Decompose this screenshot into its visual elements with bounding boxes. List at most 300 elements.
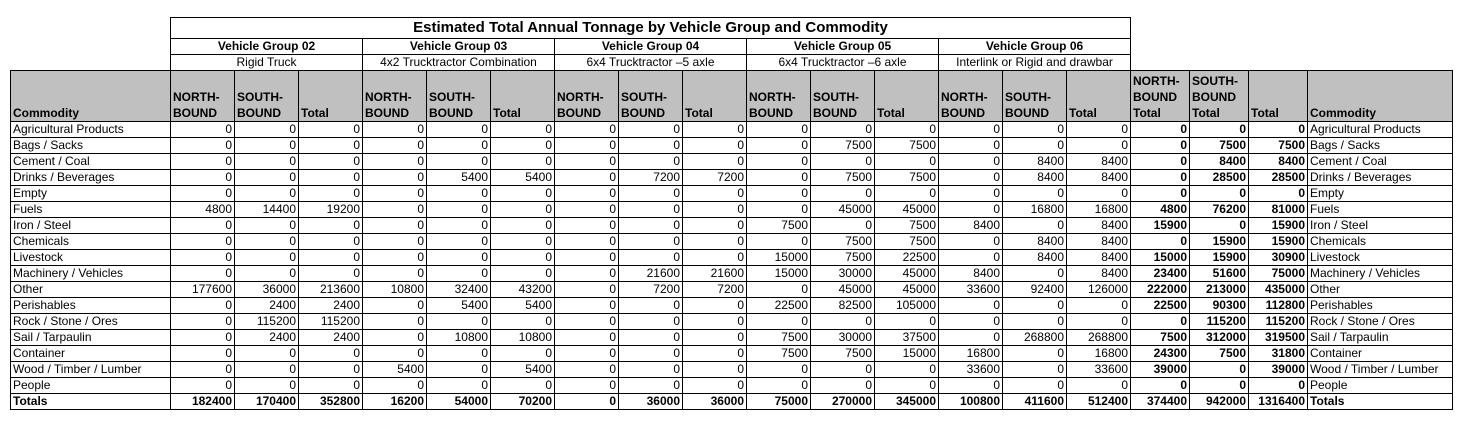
value-cell: 0 (1003, 218, 1067, 234)
value-cell: 0 (683, 250, 747, 266)
group-name: Vehicle Group 05 (747, 39, 939, 55)
value-cell: 0 (1003, 122, 1067, 138)
value-cell: 0 (1249, 186, 1308, 202)
group-type: Rigid Truck (171, 55, 363, 71)
value-cell: 0 (1131, 186, 1190, 202)
value-cell: 0 (875, 122, 939, 138)
value-cell: 0 (299, 234, 363, 250)
value-cell: 0 (363, 378, 427, 394)
value-cell: 19200 (299, 202, 363, 218)
northbound-header: NORTH-BOUND (939, 71, 1003, 122)
value-cell: 0 (683, 154, 747, 170)
value-cell: 0 (1190, 378, 1249, 394)
value-cell: 0 (1067, 314, 1131, 330)
northbound-header: NORTH-BOUND (747, 71, 811, 122)
value-cell: 75000 (1249, 266, 1308, 282)
value-cell: 33600 (1067, 362, 1131, 378)
value-cell: 10800 (363, 282, 427, 298)
value-cell: 0 (1067, 186, 1131, 202)
value-cell: 45000 (875, 266, 939, 282)
total-header: Total (491, 71, 555, 122)
value-cell: 0 (683, 346, 747, 362)
value-cell: 0 (1067, 122, 1131, 138)
value-cell: 4800 (1131, 202, 1190, 218)
value-cell: 5400 (427, 298, 491, 314)
value-cell: 0 (747, 378, 811, 394)
value-cell: 100800 (939, 394, 1003, 410)
value-cell: 0 (683, 234, 747, 250)
value-cell: 0 (235, 138, 299, 154)
value-cell: 435000 (1249, 282, 1308, 298)
value-cell: 0 (299, 170, 363, 186)
value-cell: 22500 (1131, 298, 1190, 314)
value-cell: 0 (555, 250, 619, 266)
value-cell: 374400 (1131, 394, 1190, 410)
value-cell: 105000 (875, 298, 939, 314)
value-cell: 0 (683, 218, 747, 234)
value-cell: 7500 (811, 138, 875, 154)
value-cell: 0 (235, 346, 299, 362)
value-cell: 0 (427, 378, 491, 394)
value-cell: 54000 (427, 394, 491, 410)
value-cell: 0 (1131, 154, 1190, 170)
value-cell: 8400 (1003, 234, 1067, 250)
commodity-cell: Machinery / Vehicles (11, 266, 171, 282)
value-cell: 0 (1003, 266, 1067, 282)
value-cell: 0 (299, 362, 363, 378)
value-cell: 7500 (1190, 138, 1249, 154)
table-row (11, 282, 1453, 298)
value-cell: 0 (299, 250, 363, 266)
value-cell: 0 (555, 298, 619, 314)
value-cell: 0 (363, 218, 427, 234)
value-cell: 0 (683, 202, 747, 218)
value-cell: 36000 (235, 282, 299, 298)
value-cell: 0 (555, 314, 619, 330)
value-cell: 0 (491, 186, 555, 202)
value-cell: 352800 (299, 394, 363, 410)
value-cell: 0 (747, 202, 811, 218)
group-name: Vehicle Group 04 (555, 39, 747, 55)
northbound-header: NORTH-BOUND (555, 71, 619, 122)
table-row (11, 138, 1453, 154)
totals-row (11, 394, 1453, 410)
value-cell: 45000 (875, 202, 939, 218)
commodity-cell: Perishables (11, 298, 171, 314)
value-cell: 0 (747, 122, 811, 138)
table-row (11, 378, 1453, 394)
value-cell: 0 (555, 202, 619, 218)
group-type: 4x2 Trucktractor Combination (363, 55, 555, 71)
value-cell: 0 (939, 378, 1003, 394)
northbound-header: NORTH-BOUND (363, 71, 427, 122)
value-cell: 5400 (491, 298, 555, 314)
value-cell: 0 (555, 138, 619, 154)
table-row (11, 186, 1453, 202)
value-cell: 0 (1190, 362, 1249, 378)
commodity-cell-right: Other (1308, 282, 1453, 298)
value-cell: 7500 (1131, 330, 1190, 346)
value-cell: 15900 (1190, 250, 1249, 266)
value-cell: 0 (299, 154, 363, 170)
value-cell: 0 (1131, 378, 1190, 394)
southbound-header: SOUTH-BOUND (427, 71, 491, 122)
value-cell: 75000 (747, 394, 811, 410)
value-cell: 170400 (235, 394, 299, 410)
value-cell: 8400 (1067, 250, 1131, 266)
value-cell: 0 (619, 330, 683, 346)
table-row (11, 250, 1453, 266)
value-cell: 0 (555, 346, 619, 362)
group-type: Interlink or Rigid and drawbar (939, 55, 1131, 71)
value-cell: 7500 (811, 346, 875, 362)
value-cell: 5400 (491, 362, 555, 378)
value-cell: 45000 (875, 282, 939, 298)
value-cell: 8400 (1003, 250, 1067, 266)
value-cell: 0 (619, 122, 683, 138)
commodity-cell: Wood / Timber / Lumber (11, 362, 171, 378)
value-cell: 0 (683, 314, 747, 330)
value-cell: 0 (1131, 170, 1190, 186)
value-cell: 0 (299, 346, 363, 362)
value-cell: 0 (875, 154, 939, 170)
value-cell: 0 (555, 282, 619, 298)
value-cell: 0 (171, 122, 235, 138)
value-cell: 8400 (1067, 234, 1131, 250)
value-cell: 0 (1131, 314, 1190, 330)
table-title: Estimated Total Annual Tonnage by Vehicle Group and Commodity (171, 18, 1131, 39)
value-cell: 0 (811, 154, 875, 170)
value-cell: 0 (235, 234, 299, 250)
value-cell: 0 (683, 378, 747, 394)
value-cell: 0 (939, 298, 1003, 314)
value-cell: 16800 (1003, 202, 1067, 218)
value-cell: 0 (491, 250, 555, 266)
commodity-cell: Sail / Tarpaulin (11, 330, 171, 346)
value-cell: 8400 (1067, 170, 1131, 186)
value-cell: 115200 (1249, 314, 1308, 330)
value-cell: 0 (939, 202, 1003, 218)
value-cell: 7500 (747, 346, 811, 362)
value-cell: 0 (491, 314, 555, 330)
value-cell: 0 (363, 138, 427, 154)
value-cell: 0 (1067, 378, 1131, 394)
commodity-cell-right: Cement / Coal (1308, 154, 1453, 170)
commodity-cell: Agricultural Products (11, 122, 171, 138)
value-cell: 0 (747, 154, 811, 170)
value-cell: 0 (939, 250, 1003, 266)
value-cell: 45000 (811, 202, 875, 218)
value-cell: 30000 (811, 330, 875, 346)
value-cell: 70200 (491, 394, 555, 410)
value-cell: 7500 (811, 170, 875, 186)
value-cell: 0 (619, 138, 683, 154)
table-row (11, 122, 1453, 138)
value-cell: 0 (299, 138, 363, 154)
value-cell: 0 (1003, 314, 1067, 330)
value-cell: 0 (363, 314, 427, 330)
value-cell: 0 (299, 378, 363, 394)
southbound-header: SOUTH-BOUND (1003, 71, 1067, 122)
column-header-row (11, 71, 1453, 122)
table-row (11, 202, 1453, 218)
value-cell: 115200 (299, 314, 363, 330)
value-cell: 0 (1131, 138, 1190, 154)
value-cell: 411600 (1003, 394, 1067, 410)
value-cell: 5400 (363, 362, 427, 378)
southbound-header: SOUTH-BOUND (619, 71, 683, 122)
value-cell: 0 (299, 122, 363, 138)
value-cell: 0 (363, 346, 427, 362)
value-cell: 0 (235, 250, 299, 266)
value-cell: 15000 (875, 346, 939, 362)
value-cell: 0 (875, 378, 939, 394)
value-cell: 0 (171, 234, 235, 250)
value-cell: 0 (299, 186, 363, 202)
value-cell: 0 (491, 346, 555, 362)
value-cell: 0 (363, 170, 427, 186)
value-cell: 0 (555, 378, 619, 394)
value-cell: 0 (427, 186, 491, 202)
value-cell: 0 (747, 170, 811, 186)
value-cell: 0 (235, 266, 299, 282)
value-cell: 8400 (939, 218, 1003, 234)
value-cell: 0 (1003, 362, 1067, 378)
value-cell: 0 (1003, 186, 1067, 202)
value-cell: 0 (1249, 122, 1308, 138)
value-cell: 10800 (427, 330, 491, 346)
value-cell: 7200 (683, 282, 747, 298)
value-cell: 16200 (363, 394, 427, 410)
value-cell: 0 (683, 330, 747, 346)
value-cell: 0 (1003, 298, 1067, 314)
value-cell: 0 (683, 138, 747, 154)
value-cell: 0 (619, 234, 683, 250)
value-cell: 0 (171, 298, 235, 314)
commodity-cell: Container (11, 346, 171, 362)
commodity-header-right: Commodity (1308, 71, 1453, 122)
value-cell: 0 (619, 202, 683, 218)
value-cell: 30900 (1249, 250, 1308, 266)
value-cell: 0 (619, 298, 683, 314)
value-cell: 2400 (235, 330, 299, 346)
value-cell: 15900 (1131, 218, 1190, 234)
commodity-cell-right: Bags / Sacks (1308, 138, 1453, 154)
value-cell: 0 (171, 154, 235, 170)
value-cell: 222000 (1131, 282, 1190, 298)
total-header: Total (1067, 71, 1131, 122)
value-cell: 30000 (811, 266, 875, 282)
value-cell: 0 (1131, 122, 1190, 138)
value-cell: 268800 (1003, 330, 1067, 346)
value-cell: 0 (747, 186, 811, 202)
value-cell: 32400 (427, 282, 491, 298)
value-cell: 0 (235, 362, 299, 378)
table-row (11, 314, 1453, 330)
value-cell: 2400 (299, 330, 363, 346)
value-cell: 0 (171, 250, 235, 266)
value-cell: 8400 (939, 266, 1003, 282)
value-cell: 0 (235, 218, 299, 234)
value-cell: 0 (363, 122, 427, 138)
group-type: 6x4 Trucktractor –6 axle (747, 55, 939, 71)
value-cell: 0 (491, 234, 555, 250)
commodity-header: Commodity (11, 71, 171, 122)
value-cell: 0 (875, 186, 939, 202)
value-cell: 312000 (1190, 330, 1249, 346)
value-cell: 2400 (235, 298, 299, 314)
value-cell: 0 (491, 138, 555, 154)
value-cell: 8400 (1190, 154, 1249, 170)
value-cell: 213000 (1190, 282, 1249, 298)
value-cell: 7500 (1190, 346, 1249, 362)
southbound-header: SOUTH-BOUND (235, 71, 299, 122)
commodity-cell-right: Chemicals (1308, 234, 1453, 250)
value-cell: 7500 (875, 138, 939, 154)
value-cell: 5400 (427, 170, 491, 186)
commodity-cell-right: Totals (1308, 394, 1453, 410)
value-cell: 0 (299, 218, 363, 234)
commodity-cell: Bags / Sacks (11, 138, 171, 154)
tonnage-table (10, 17, 1453, 410)
commodity-cell-right: Perishables (1308, 298, 1453, 314)
table-row (11, 362, 1453, 378)
total-header: Total (875, 71, 939, 122)
commodity-cell-right: Iron / Steel (1308, 218, 1453, 234)
value-cell: 4800 (171, 202, 235, 218)
value-cell: 24300 (1131, 346, 1190, 362)
value-cell: 0 (491, 122, 555, 138)
value-cell: 0 (811, 122, 875, 138)
value-cell: 7500 (875, 218, 939, 234)
commodity-cell-right: Machinery / Vehicles (1308, 266, 1453, 282)
value-cell: 0 (555, 330, 619, 346)
commodity-cell-right: Sail / Tarpaulin (1308, 330, 1453, 346)
value-cell: 7200 (683, 170, 747, 186)
value-cell: 0 (171, 346, 235, 362)
commodity-cell-right: Livestock (1308, 250, 1453, 266)
commodity-cell-right: Rock / Stone / Ores (1308, 314, 1453, 330)
value-cell: 0 (1003, 138, 1067, 154)
commodity-cell: Cement / Coal (11, 154, 171, 170)
value-cell: 0 (171, 266, 235, 282)
table-row (11, 330, 1453, 346)
value-cell: 0 (747, 362, 811, 378)
value-cell: 7200 (619, 282, 683, 298)
commodity-cell: Other (11, 282, 171, 298)
value-cell: 7200 (619, 170, 683, 186)
value-cell: 21600 (683, 266, 747, 282)
value-cell: 0 (427, 154, 491, 170)
table-row (11, 346, 1453, 362)
value-cell: 0 (171, 218, 235, 234)
value-cell: 0 (555, 170, 619, 186)
value-cell: 0 (427, 138, 491, 154)
commodity-cell: Drinks / Beverages (11, 170, 171, 186)
group-name-row (11, 39, 1453, 55)
value-cell: 0 (363, 202, 427, 218)
commodity-cell-right: Container (1308, 346, 1453, 362)
value-cell: 0 (555, 122, 619, 138)
value-cell: 0 (811, 314, 875, 330)
total-header: Total (683, 71, 747, 122)
value-cell: 0 (619, 346, 683, 362)
table-row (11, 154, 1453, 170)
value-cell: 0 (171, 186, 235, 202)
value-cell: 0 (235, 154, 299, 170)
value-cell: 0 (875, 314, 939, 330)
value-cell: 0 (683, 122, 747, 138)
value-cell: 0 (747, 138, 811, 154)
value-cell: 7500 (875, 170, 939, 186)
table-row (11, 218, 1453, 234)
value-cell: 0 (555, 394, 619, 410)
southbound-total-header: SOUTH-BOUND Total (1190, 71, 1249, 122)
value-cell: 0 (747, 314, 811, 330)
table-row (11, 170, 1453, 186)
value-cell: 7500 (811, 234, 875, 250)
value-cell: 0 (235, 170, 299, 186)
value-cell: 21600 (619, 266, 683, 282)
commodity-cell-right: People (1308, 378, 1453, 394)
value-cell: 33600 (939, 282, 1003, 298)
table-row (11, 234, 1453, 250)
value-cell: 0 (363, 186, 427, 202)
value-cell: 14400 (235, 202, 299, 218)
value-cell: 8400 (1067, 218, 1131, 234)
value-cell: 76200 (1190, 202, 1249, 218)
value-cell: 0 (171, 314, 235, 330)
value-cell: 36000 (683, 394, 747, 410)
value-cell: 268800 (1067, 330, 1131, 346)
value-cell: 0 (491, 154, 555, 170)
value-cell: 0 (363, 154, 427, 170)
value-cell: 0 (1190, 122, 1249, 138)
value-cell: 36000 (619, 394, 683, 410)
value-cell: 28500 (1190, 170, 1249, 186)
value-cell: 0 (235, 186, 299, 202)
value-cell: 0 (811, 362, 875, 378)
value-cell: 23400 (1131, 266, 1190, 282)
value-cell: 0 (619, 186, 683, 202)
value-cell: 0 (427, 314, 491, 330)
value-cell: 177600 (171, 282, 235, 298)
value-cell: 0 (555, 218, 619, 234)
commodity-cell: Fuels (11, 202, 171, 218)
value-cell: 16800 (939, 346, 1003, 362)
value-cell: 15900 (1249, 218, 1308, 234)
value-cell: 0 (171, 170, 235, 186)
value-cell: 512400 (1067, 394, 1131, 410)
value-cell: 7500 (875, 234, 939, 250)
value-cell: 0 (747, 282, 811, 298)
value-cell: 0 (747, 234, 811, 250)
commodity-cell: Empty (11, 186, 171, 202)
group-type: 6x4 Trucktractor –5 axle (555, 55, 747, 71)
value-cell: 0 (939, 154, 1003, 170)
value-cell: 0 (1190, 186, 1249, 202)
value-cell: 0 (363, 234, 427, 250)
value-cell: 0 (427, 346, 491, 362)
commodity-cell: People (11, 378, 171, 394)
value-cell: 0 (555, 186, 619, 202)
value-cell: 0 (683, 298, 747, 314)
value-cell: 43200 (491, 282, 555, 298)
value-cell: 0 (555, 234, 619, 250)
value-cell: 8400 (1067, 154, 1131, 170)
value-cell: 0 (939, 234, 1003, 250)
value-cell: 81000 (1249, 202, 1308, 218)
